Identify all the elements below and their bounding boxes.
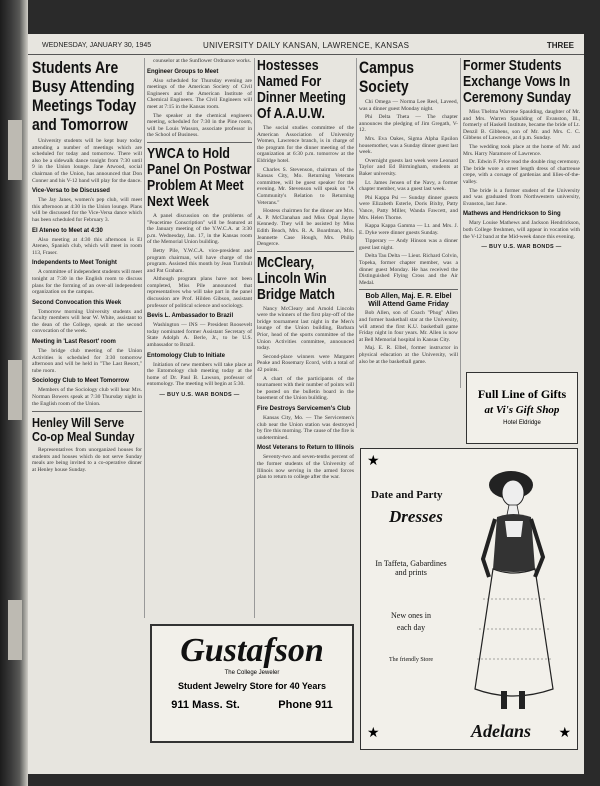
article-paragraph: Betty Pile, Y.W.C.A. vice-president and program chairman, will have charge of the program. Assisted this month by Jean Turnbull and Pat Graham. bbox=[147, 247, 252, 274]
article-paragraph: The Jay Janes, women's pep club, will meet this afternoon at 4:30 in the Union lounge. Plans will be discussed for the Vice-Versa dance which has been scheduled for February 3. bbox=[32, 197, 142, 223]
society-item: Kappa Kappa Gamma — Lt. and Mrs. J. E. Dyke were dinner guests Sunday. bbox=[359, 223, 458, 236]
war-bonds-line: — BUY U.S. WAR BONDS — bbox=[159, 392, 240, 398]
ad-dresses-title2: Dresses bbox=[389, 507, 443, 526]
column-5 bbox=[463, 58, 580, 364]
subhead: El Ateneo to Meet at 4:30 bbox=[32, 227, 103, 234]
headline-former-students: Former Students Exchange Vows In Ceremony Sunday bbox=[463, 58, 572, 106]
column-3 bbox=[257, 58, 354, 614]
column-rule bbox=[356, 58, 357, 428]
star-ornament-icon: ★ bbox=[367, 454, 380, 469]
article-paragraph: The speaker at the chemical engineers meeting, scheduled for 7:30 in the Pine room, will be Louis Wasson, associate professor in the School of Business. bbox=[147, 112, 252, 139]
header-paper-name: UNIVERSITY DAILY KANSAN, LAWRENCE, KANSAS bbox=[203, 41, 410, 50]
ad-gift-line3: Hotel Eldridge bbox=[503, 420, 541, 426]
article-paragraph: The bride is a former student of the University and was graduated from Northwestern university, Evanston, last June. bbox=[463, 187, 580, 207]
binding-gutter bbox=[0, 0, 28, 786]
column-rule bbox=[460, 58, 461, 388]
headline-bob-allen: Bob Allen, Maj. E. R. Elbel Will Attend Game Friday bbox=[365, 293, 452, 309]
binding-edge bbox=[8, 600, 22, 660]
article-paragraph: Maj. E. R. Elbel, former instructor in physical education at the University, will also be at the basketball game. bbox=[359, 345, 458, 365]
column-rule bbox=[144, 58, 145, 618]
article-paragraph: Tomorrow morning University students and faculty members will hear W. White, assistant to the dean of the College, speak at the second convocation of the week. bbox=[32, 308, 142, 335]
society-item: Chi Omega — Norma Lee Reel, Laveed, was a dinner guest Monday night. bbox=[359, 99, 458, 112]
society-item: Mrs. Eva Oakes, Sigma Alpha Epsilon housemother, was a Sunday dinner guest last week. bbox=[359, 135, 458, 156]
headline-students-busy: Students Are Busy Attending Meetings Today and Tomorrow bbox=[32, 58, 137, 134]
article-paragraph: Nancy McCleary and Arnold Lincoln were the winners of the first play-off of the bridge tournament last night in the Men's lounge of the Union building, Barbara Prior, head of the sports committee of the Union Activities committee, announced today. bbox=[257, 305, 354, 352]
article-paragraph: Bob Allen, son of Coach "Phog" Allen and former basketball star at the University, will attend the first K.U. basketball game Friday night in four years. Mr. Allen is now at Bell Memorial hospital in Kansas City. bbox=[359, 310, 458, 343]
society-item: Tipperary — Andy Hinson was a dinner guest last night. bbox=[359, 238, 458, 251]
article-paragraph: University students will be kept busy today attending a number of meetings which are scheduled for today and tomorrow. There will also be a sidewalk dance tonight from 7:30 until 9 in the Union lounge. Jane Atwood, social chairman of the Union, has announced that Don Conner and his V-12 band will play for the dance. bbox=[32, 138, 142, 184]
column-1 bbox=[32, 58, 142, 774]
article-paragraph: The bridge club meeting of the Union Activities is scheduled for 3:30 tomorrow afternoon and will be held in "The Last Resort," tube room. bbox=[32, 348, 142, 374]
ad-adelans-dresses bbox=[360, 448, 578, 750]
subhead: Most Veterans to Return to Illinois bbox=[257, 445, 354, 452]
article-paragraph: Members of the Sociology club will hear Mrs. Norman Bowers speak at 7:30 Thursday night in the English room of the Union. bbox=[32, 387, 142, 407]
article-paragraph: Although program plans have not been completed, Miss Pile announced that representatives who will take part in the panel discussion are Prof. Hilden Gibson, assistant professor of political science and sociology. bbox=[147, 276, 252, 309]
article-paragraph: Miss Thelma Warrene Spaulding, daughter of Mr. and Mrs. Warren Spaulding of Evanston, Ill., formerly of Haskell Institute, became the bride of Lt. Denzil B. Gibbens, son of Mr. and Mrs. C. C. Gibbens of Lawrence, at 4 p.m. Sunday. bbox=[463, 109, 580, 142]
ad-gustafson-name: Gustafson bbox=[180, 632, 324, 669]
binding-edge bbox=[8, 120, 22, 180]
headline-henley-coop: Henley Will Serve Co-op Meal Sunday bbox=[32, 415, 135, 445]
article-paragraph: counselor at the Sunflower Ordnance works. bbox=[153, 58, 252, 64]
page-header bbox=[28, 38, 584, 55]
subhead: Vice-Versa to be Discussed bbox=[32, 188, 110, 195]
article-paragraph: Washington — INS — President Roosevelt today nominated former Assistant Secretary of State Adolph A. Berle, Jr., to be U.S. ambassador to Brazil. bbox=[147, 322, 252, 349]
ad-dresses-new1: New ones in bbox=[391, 611, 431, 620]
headline-ywca-panel: YWCA to Hold Panel On Postwar Problem At Meet Next Week bbox=[147, 144, 252, 210]
subhead: Second Convocation this Week bbox=[32, 299, 122, 306]
article-paragraph: The social studies committee of the American Association of University Women, Lawrence branch, is in charge of the program for the dinner meeting of the organization at 6:30 p.m. tomorrow at the Eldridge hotel. bbox=[257, 125, 354, 164]
ad-dresses-new2: each day bbox=[396, 623, 426, 632]
ad-gustafson-phone: Phone 911 bbox=[278, 699, 333, 711]
article-paragraph: Also scheduled for Thursday evening are meetings of the American Society of Civil Engineers and the American Institute of Chemical Engineers. The Civil Engineers will meet at 7:15 in the Kansas room. bbox=[147, 77, 252, 110]
article-paragraph: Dr. Edwin F. Price read the double ring ceremony. The bride wore a street length dress of chartreuse crepe, with a corsage of gardenias and lilies-of-the-valley. bbox=[463, 159, 580, 185]
society-item: Delta Tau Delta — Lieut. Richard Colvin, Topeka, former chapter member, was a dinner guest Monday. He has received the Distinguished Flying Cross and the Air Medal. bbox=[359, 253, 458, 286]
headline-campus-society: Campus Society bbox=[359, 58, 415, 96]
article-paragraph: A committee of independent students will meet tonight at 7:30 in the English room to discuss plans for the forming of an over-all independent organization on the campus. bbox=[32, 269, 142, 296]
star-ornament-icon: ★ bbox=[367, 726, 380, 741]
article-paragraph: Also meeting at 4:30 this afternoon is El Ateneo, Spanish club, which will meet in room 113, Fraser. bbox=[32, 236, 142, 256]
article-paragraph: Mary Louise Mathews and Jackson Hendrickson, both College freshmen, will appear in vocation with the V-12 band at the Mid-week dance this evening. bbox=[463, 220, 580, 240]
article-paragraph: Seventy-two and seven-tenths percent of the former students of the University of Illinois now serving in the armed forces plan to return to college after the war. bbox=[257, 454, 354, 481]
headline-hostesses-named: Hostesses Named For Dinner Meeting Of A.A.U.W. bbox=[257, 58, 346, 122]
newspaper-page bbox=[28, 34, 584, 774]
ad-dresses-fabrics: In Taffeta, Gabardines and prints bbox=[375, 559, 447, 577]
ad-gustafson-sub: The College Jeweler bbox=[224, 670, 280, 676]
society-item: Overnight guests last week were Leonard Taylor and Ed Birmingham, students at Baker university. bbox=[359, 157, 458, 177]
ad-gift-line1: Full Line of Gifts bbox=[477, 387, 567, 401]
article-paragraph: Kansas City, Mo. — The Servicemen's club near the Union station was destroyed by fire this morning. The cause of the fire is undetermined. bbox=[257, 415, 354, 441]
article-paragraph: A panel discussion on the problems of "Peacetime Conscription" will be featured at the January meeting of the Y.W.C.A. at 3:30 p.m. Wednesday, Jan. 17, in the Kansas room of the Memorial Union building. bbox=[147, 212, 252, 246]
article-paragraph: Representatives from unorganized houses for students and houses which do not serve Sunday meals are being invited to a co-operative dinner at Henley house Sunday. bbox=[32, 447, 142, 473]
article-paragraph: Hostess chairmen for the dinner are Mrs. A. P. McClanahan and Miss Opal Jayne Kennedy. They will be assisted by Miss Edith Beach, Mrs. R. A. Boardman, Mrs. Jeannette Case Hough, Mrs. Philip Dengerce. bbox=[257, 208, 354, 248]
subhead: Independents to Meet Tonight bbox=[32, 260, 117, 267]
subhead: Fire Destroys Servicemen's Club bbox=[257, 406, 351, 412]
ad-gustafson bbox=[150, 624, 354, 743]
article-paragraph: The wedding took place at the home of Mr. and Mrs. Harry Naramore of Lawrence. bbox=[463, 143, 580, 157]
ad-dresses-title1: Date and Party bbox=[371, 489, 443, 501]
column-2 bbox=[147, 58, 252, 614]
subhead: Entomology Club to Initiate bbox=[147, 352, 225, 359]
ad-dresses-store-name: Adelans bbox=[471, 721, 532, 741]
ad-dresses-friendly: The friendly Store bbox=[389, 657, 433, 663]
article-paragraph: Initiation of new members will take place at the Entomology club meeting today at the home of Dr. Paul B. Lawson, professor of entomology. The meeting will begin at 5:30. bbox=[147, 361, 252, 388]
article-paragraph: Charles S. Stevenson, chairman of the Kansas City, Mo. Returning Veterans committee, will be guest speaker for the evening. Mr. Stevenson will speak on "A Community's Relation to Returning Veterans." bbox=[257, 166, 354, 206]
header-date: WEDNESDAY, JANUARY 30, 1945 bbox=[42, 42, 152, 49]
subhead: Mathews and Hendrickson to Sing bbox=[463, 211, 561, 218]
society-item: Phi Delta Theta — The chapter announces the pledging of Jim Gregath, V-12. bbox=[359, 114, 458, 134]
war-bonds-line: — BUY U.S. WAR BONDS — bbox=[481, 244, 562, 251]
column-4 bbox=[359, 58, 458, 404]
woman-in-dress-illustration bbox=[461, 459, 567, 717]
ad-gustafson-address: 911 Mass. St. bbox=[171, 699, 240, 711]
article-paragraph: A chart of the participants of the tournament with their number of points will be posted on the bulletin board in the basement of the Union building. bbox=[257, 375, 354, 402]
ad-gustafson-tagline: Student Jewelry Store for 40 Years bbox=[178, 681, 326, 691]
binding-edge bbox=[8, 360, 22, 420]
ad-vis-gift-shop bbox=[466, 372, 578, 444]
subhead: Bevis L. Ambassador to Brazil bbox=[147, 313, 234, 320]
ad-gift-line2: at Vi's Gift Shop bbox=[484, 404, 560, 416]
subhead: Engineer Groups to Meet bbox=[147, 68, 219, 75]
column-rule bbox=[254, 58, 255, 618]
subhead: Meeting in 'Last Resort' room bbox=[32, 339, 116, 346]
subhead: Sociology Club to Meet Tomorrow bbox=[32, 378, 129, 385]
article-paragraph: Second-place winners were Margaret Peake and Rosemary Ecord, with a total of 42 points. bbox=[257, 353, 354, 374]
header-page-number: THREE bbox=[546, 41, 574, 50]
society-item: Lt. James Jensen of the Navy, a former chapter member, was a guest last week. bbox=[359, 179, 458, 193]
headline-bridge-match: McCleary, Lincoln Win Bridge Match bbox=[257, 253, 335, 303]
society-item: Phi Kappa Psi — Sunday dinner guests were Elizabeth Esterle, Doris Bixby, Patty Vance, Patty Miller, Wanda Fawcett, and Mrs. Helen Thorne. bbox=[359, 194, 458, 221]
star-ornament-icon: ★ bbox=[558, 726, 571, 741]
